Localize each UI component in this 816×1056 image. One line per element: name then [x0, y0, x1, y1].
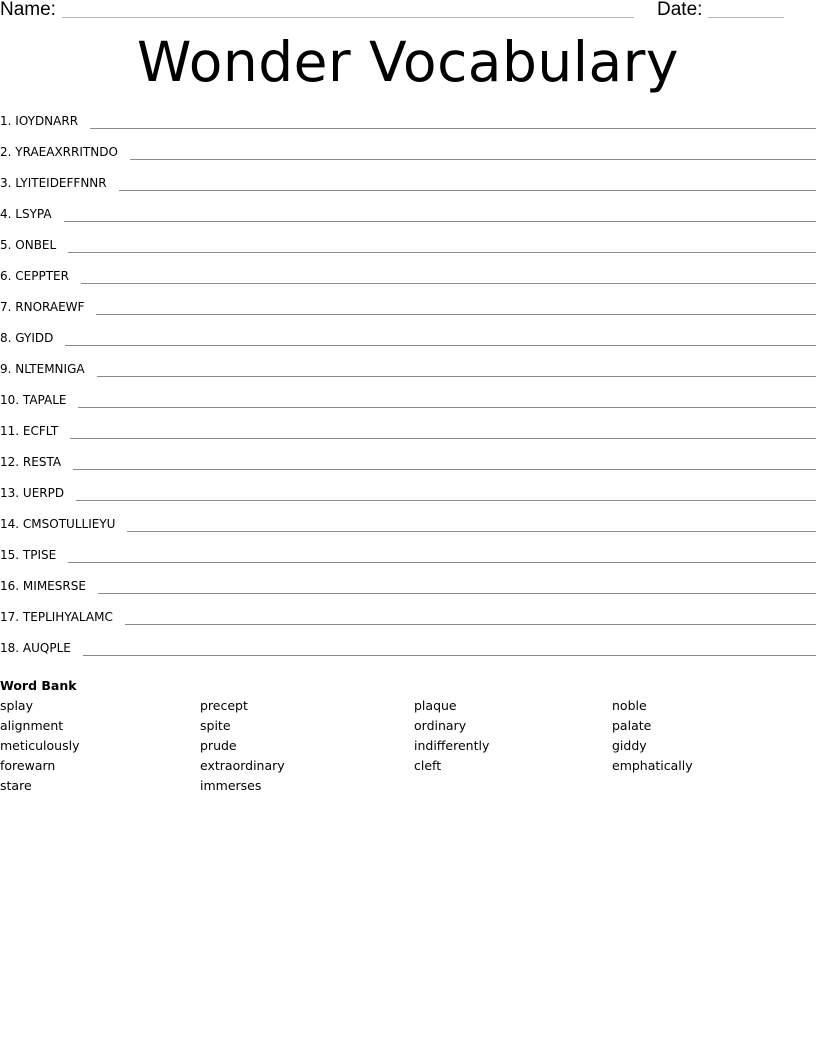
puzzle-row [0, 514, 816, 545]
word-bank-word: palate [612, 718, 652, 733]
puzzle-row [0, 173, 816, 204]
puzzle-number: 2. [0, 145, 12, 159]
puzzle-row [0, 142, 816, 173]
puzzle-number: 10. [0, 393, 20, 407]
answer-line[interactable] [97, 376, 816, 377]
word-bank-word: splay [0, 698, 33, 713]
answer-line[interactable] [64, 221, 816, 222]
puzzle-number: 12. [0, 455, 20, 469]
puzzle-row [0, 204, 816, 235]
scrambled-letters: TPISE [22, 548, 57, 562]
scrambled-word [0, 421, 70, 441]
scrambled-letters: LYITEIDEFFNNR [15, 176, 107, 190]
scrambled-letters: UERPD [22, 486, 65, 500]
date-label: Date: [657, 0, 703, 20]
word-bank-word: precept [200, 698, 248, 713]
scrambled-letters: AUQPLE [22, 641, 71, 655]
word-bank-column [414, 696, 489, 776]
puzzle-row [0, 545, 816, 576]
scrambled-word [0, 483, 76, 503]
scrambled-word [0, 514, 127, 534]
scrambled-word [0, 111, 90, 131]
puzzle-number: 5. [0, 238, 12, 252]
scrambled-word [0, 297, 96, 317]
word-bank-word: giddy [612, 738, 647, 753]
answer-line[interactable] [98, 593, 816, 594]
answer-line[interactable] [130, 159, 816, 160]
scrambled-word [0, 235, 68, 255]
scrambled-letters: ECFLT [22, 424, 59, 438]
puzzle-number: 14. [0, 517, 20, 531]
answer-line[interactable] [70, 438, 816, 439]
puzzle-row [0, 483, 816, 514]
scrambled-letters: IOYDNARR [15, 114, 79, 128]
puzzle-row [0, 638, 816, 669]
puzzle-number: 16. [0, 579, 20, 593]
scrambled-word [0, 576, 98, 596]
scrambled-letters: GYIDD [15, 331, 54, 345]
answer-line[interactable] [127, 531, 816, 532]
scrambled-letters: YRAEAXRRITNDO [15, 145, 118, 159]
scrambled-letters: RNORAEWF [15, 300, 85, 314]
word-bank-word: ordinary [414, 718, 467, 733]
scrambled-word [0, 328, 65, 348]
answer-line[interactable] [125, 624, 816, 625]
puzzle-row [0, 328, 816, 359]
scrambled-letters: LSYPA [15, 207, 52, 221]
answer-line[interactable] [81, 283, 816, 284]
scrambled-letters: ONBEL [15, 238, 57, 252]
word-bank-word: emphatically [612, 758, 693, 773]
word-bank-word: forewarn [0, 758, 56, 773]
scrambled-letters: CMSOTULLIEYU [22, 517, 116, 531]
scrambled-letters: TAPALE [22, 393, 67, 407]
word-bank-word: extraordinary [200, 758, 285, 773]
scrambled-word [0, 173, 119, 193]
answer-line[interactable] [83, 655, 816, 656]
word-bank-word: meticulously [0, 738, 80, 753]
puzzle-row [0, 421, 816, 452]
worksheet-header [0, 0, 816, 24]
word-bank-word: noble [612, 698, 647, 713]
puzzle-number: 7. [0, 300, 12, 314]
scrambled-word [0, 142, 130, 162]
puzzle-row [0, 297, 816, 328]
answer-line[interactable] [119, 190, 816, 191]
page-title: Wonder Vocabulary [137, 30, 679, 94]
word-bank-title: Word Bank [0, 678, 77, 693]
puzzle-list [0, 111, 816, 669]
answer-line[interactable] [76, 500, 816, 501]
puzzle-number: 9. [0, 362, 12, 376]
scrambled-word [0, 638, 83, 658]
word-bank-word: immerses [200, 778, 262, 793]
puzzle-number: 4. [0, 207, 12, 221]
puzzle-row [0, 607, 816, 638]
scrambled-letters: NLTEMNIGA [15, 362, 85, 376]
name-line[interactable] [62, 17, 634, 18]
scrambled-word [0, 452, 73, 472]
name-label: Name: [0, 0, 56, 20]
scrambled-letters: TEPLIHYALAMC [22, 610, 113, 624]
puzzle-number: 13. [0, 486, 20, 500]
puzzle-number: 18. [0, 641, 20, 655]
word-bank-word: indifferently [414, 738, 490, 753]
word-bank-word: spite [200, 718, 231, 733]
scrambled-word [0, 390, 78, 410]
puzzle-number: 8. [0, 331, 12, 345]
puzzle-row [0, 235, 816, 266]
answer-line[interactable] [78, 407, 816, 408]
date-line[interactable] [708, 17, 784, 18]
puzzle-number: 15. [0, 548, 20, 562]
answer-line[interactable] [68, 562, 816, 563]
scrambled-letters: RESTA [22, 455, 62, 469]
answer-line[interactable] [90, 128, 816, 129]
scrambled-word [0, 204, 64, 224]
puzzle-number: 1. [0, 114, 12, 128]
scrambled-word [0, 545, 68, 565]
word-bank-word: stare [0, 778, 32, 793]
answer-line[interactable] [68, 252, 816, 253]
puzzle-row [0, 266, 816, 297]
word-bank-word: plaque [414, 698, 457, 713]
word-bank-word: cleft [414, 758, 442, 773]
word-bank-word: prude [200, 738, 237, 753]
answer-line[interactable] [73, 469, 816, 470]
puzzle-row [0, 359, 816, 390]
puzzle-number: 3. [0, 176, 12, 190]
puzzle-row [0, 390, 816, 421]
answer-line[interactable] [96, 314, 816, 315]
puzzle-row [0, 576, 816, 607]
puzzle-number: 11. [0, 424, 20, 438]
puzzle-number: 6. [0, 269, 12, 283]
scrambled-letters: MIMESRSE [22, 579, 86, 593]
puzzle-row [0, 111, 816, 142]
scrambled-word [0, 266, 81, 286]
word-bank-column [612, 696, 693, 776]
scrambled-word [0, 359, 97, 379]
word-bank-column [200, 696, 285, 796]
puzzle-row [0, 452, 816, 483]
scrambled-word [0, 607, 125, 627]
scrambled-letters: CEPPTER [15, 269, 69, 283]
word-bank-word: alignment [0, 718, 64, 733]
word-bank-column [0, 696, 79, 796]
word-bank [0, 676, 816, 796]
puzzle-number: 17. [0, 610, 20, 624]
word-bank-grid [0, 696, 816, 796]
answer-line[interactable] [65, 345, 816, 346]
